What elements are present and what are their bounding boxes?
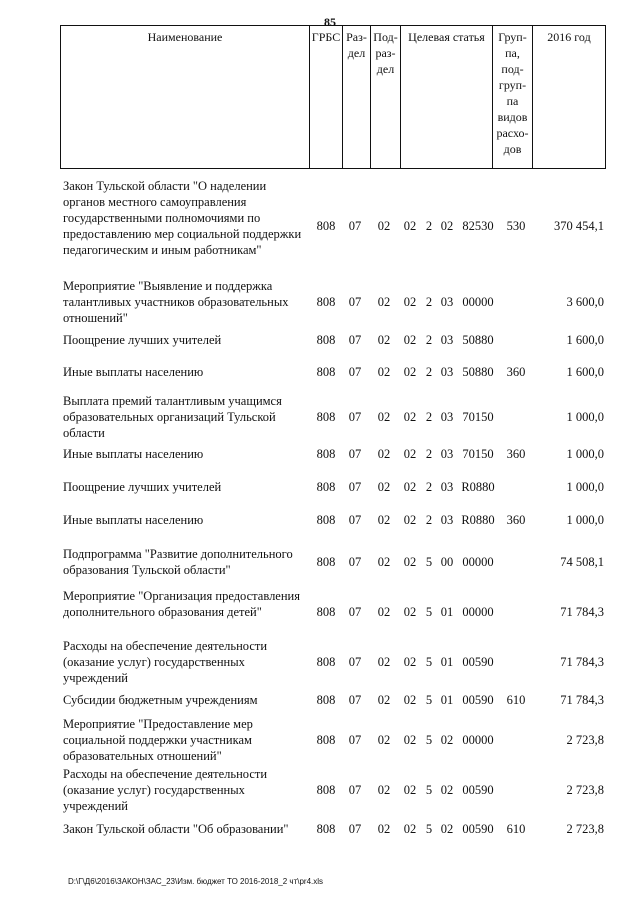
row-rz: 07 xyxy=(348,783,362,797)
row-t4: 00590 xyxy=(462,822,494,836)
row-grbs: 808 xyxy=(316,333,336,347)
row-pr: 02 xyxy=(377,219,391,233)
row-rz: 07 xyxy=(348,219,362,233)
row-name: Расходы на обеспечение деятельности (оказание услуг) государственных учреждений xyxy=(63,767,268,813)
row-t3: 02 xyxy=(440,822,454,836)
row-grbs: 808 xyxy=(316,295,336,309)
row-t4: R0880 xyxy=(461,513,495,527)
table-row xyxy=(60,479,620,495)
row-name: Субсидии бюджетным учреждениям xyxy=(63,693,258,707)
row-amount-2016: 71 784,3 xyxy=(560,605,604,619)
row-amount-2016: 2 723,8 xyxy=(566,733,604,747)
row-vr: 360 xyxy=(506,365,526,379)
table-row xyxy=(60,546,620,578)
row-t4: 00590 xyxy=(462,783,494,797)
row-t2: 2 xyxy=(425,513,433,527)
row-name: Выплата премий талантливым учащимся образовательных организаций Тульской области xyxy=(63,394,282,440)
row-t4: 00000 xyxy=(462,733,494,747)
row-amount-2016: 1 600,0 xyxy=(566,333,604,347)
row-rz: 07 xyxy=(348,513,362,527)
row-rz: 07 xyxy=(348,447,362,461)
row-grbs: 808 xyxy=(316,410,336,424)
row-name: Поощрение лучших учителей xyxy=(63,333,222,347)
header-year-2016: 2016 год xyxy=(532,26,605,168)
row-t3: 03 xyxy=(440,295,454,309)
row-pr: 02 xyxy=(377,693,391,707)
row-t3: 03 xyxy=(440,333,454,347)
row-rz: 07 xyxy=(348,733,362,747)
row-amount-2016: 2 723,8 xyxy=(566,822,604,836)
table-row xyxy=(60,766,620,814)
row-amount-2016: 2 723,8 xyxy=(566,783,604,797)
row-amount-2016: 1 000,0 xyxy=(566,447,604,461)
header-razdel: Раз- дел xyxy=(342,26,370,168)
row-name: Закон Тульской области "Об образовании" xyxy=(63,822,289,836)
table-row xyxy=(60,178,620,274)
row-t3: 01 xyxy=(440,605,454,619)
row-t3: 01 xyxy=(440,693,454,707)
row-name: Поощрение лучших учителей xyxy=(63,480,222,494)
row-t2: 2 xyxy=(425,219,433,233)
row-t1: 02 xyxy=(403,365,417,379)
row-t1: 02 xyxy=(403,480,417,494)
row-vr: 360 xyxy=(506,447,526,461)
table-row xyxy=(60,588,620,636)
row-grbs: 808 xyxy=(316,365,336,379)
row-pr: 02 xyxy=(377,447,391,461)
row-rz: 07 xyxy=(348,410,362,424)
row-vr: 610 xyxy=(506,822,526,836)
row-amount-2016: 370 454,1 xyxy=(554,219,604,233)
row-t1: 02 xyxy=(403,295,417,309)
row-name: Мероприятие "Организация предоставления дополнительного образования детей" xyxy=(63,589,300,619)
row-t4: 50880 xyxy=(462,365,494,379)
row-name: Подпрограмма "Развитие дополнительного образования Тульской области" xyxy=(63,547,293,577)
row-name: Иные выплаты населению xyxy=(63,513,204,527)
row-rz: 07 xyxy=(348,480,362,494)
row-pr: 02 xyxy=(377,822,391,836)
row-vr: 360 xyxy=(506,513,526,527)
row-pr: 02 xyxy=(377,783,391,797)
row-amount-2016: 74 508,1 xyxy=(560,555,604,569)
table-row xyxy=(60,821,620,837)
row-amount-2016: 3 600,0 xyxy=(566,295,604,309)
row-t2: 2 xyxy=(425,447,433,461)
header-target-article: Целевая статья xyxy=(400,26,492,168)
row-t3: 03 xyxy=(440,365,454,379)
row-grbs: 808 xyxy=(316,655,336,669)
row-t2: 2 xyxy=(425,333,433,347)
row-name: Иные выплаты населению xyxy=(63,365,204,379)
row-name: Мероприятие "Предоставление мер социальной поддержки участникам образовательных отношений" xyxy=(63,717,253,763)
row-t1: 02 xyxy=(403,655,417,669)
row-rz: 07 xyxy=(348,693,362,707)
table-row xyxy=(60,332,620,348)
row-t1: 02 xyxy=(403,219,417,233)
row-t2: 2 xyxy=(425,365,433,379)
row-amount-2016: 1 000,0 xyxy=(566,513,604,527)
table-header xyxy=(60,25,606,169)
row-t1: 02 xyxy=(403,333,417,347)
row-t2: 5 xyxy=(425,605,433,619)
row-t1: 02 xyxy=(403,605,417,619)
file-path-footer: D:\Г\Д6\2016\ЗАКОН\ЗАС_23\Изм. бюджет ТО 2016-2018_2 чт\pr4.xls xyxy=(68,877,324,886)
row-t3: 03 xyxy=(440,513,454,527)
row-t3: 01 xyxy=(440,655,454,669)
row-t1: 02 xyxy=(403,555,417,569)
row-t4: 82530 xyxy=(462,219,494,233)
row-grbs: 808 xyxy=(316,693,336,707)
row-t4: R0880 xyxy=(461,480,495,494)
row-pr: 02 xyxy=(377,365,391,379)
row-t3: 02 xyxy=(440,733,454,747)
row-grbs: 808 xyxy=(316,513,336,527)
row-t4: 50880 xyxy=(462,333,494,347)
row-t4: 00590 xyxy=(462,693,494,707)
row-t4: 70150 xyxy=(462,447,494,461)
table-row xyxy=(60,278,620,326)
row-rz: 07 xyxy=(348,555,362,569)
table-row xyxy=(60,446,620,462)
row-grbs: 808 xyxy=(316,555,336,569)
row-t2: 5 xyxy=(425,733,433,747)
row-grbs: 808 xyxy=(316,219,336,233)
table-row xyxy=(60,364,620,380)
row-t2: 2 xyxy=(425,410,433,424)
row-t3: 03 xyxy=(440,410,454,424)
row-t2: 5 xyxy=(425,822,433,836)
row-t1: 02 xyxy=(403,693,417,707)
row-t1: 02 xyxy=(403,733,417,747)
row-amount-2016: 71 784,3 xyxy=(560,693,604,707)
row-t3: 03 xyxy=(440,480,454,494)
table-row xyxy=(60,716,620,764)
row-t2: 5 xyxy=(425,655,433,669)
row-pr: 02 xyxy=(377,410,391,424)
row-rz: 07 xyxy=(348,655,362,669)
row-rz: 07 xyxy=(348,822,362,836)
row-t1: 02 xyxy=(403,447,417,461)
row-t2: 5 xyxy=(425,783,433,797)
row-rz: 07 xyxy=(348,295,362,309)
row-vr: 610 xyxy=(506,693,526,707)
row-t4: 00000 xyxy=(462,295,494,309)
page-number: 85 xyxy=(324,15,336,29)
row-grbs: 808 xyxy=(316,733,336,747)
row-grbs: 808 xyxy=(316,822,336,836)
row-amount-2016: 1 000,0 xyxy=(566,480,604,494)
header-name: Наименование xyxy=(147,30,223,44)
row-t2: 2 xyxy=(425,295,433,309)
row-amount-2016: 1 600,0 xyxy=(566,365,604,379)
table-row xyxy=(60,692,620,708)
row-vr: 530 xyxy=(506,219,526,233)
row-rz: 07 xyxy=(348,365,362,379)
header-grbs: ГРБС xyxy=(309,26,342,168)
row-t4: 70150 xyxy=(462,410,494,424)
row-name: Закон Тульской области "О наделении органов местного самоуправления государственными полномочиями по предоставлению мер социальной поддержки педагогическим и иным работникам" xyxy=(63,179,302,257)
row-pr: 02 xyxy=(377,295,391,309)
table-row xyxy=(60,638,620,686)
header-podrazdel: Под- раз- дел xyxy=(370,26,400,168)
row-pr: 02 xyxy=(377,655,391,669)
row-name: Мероприятие "Выявление и поддержка талантливых участников образовательных отношений" xyxy=(63,279,289,325)
row-t4: 00590 xyxy=(462,655,494,669)
row-t3: 02 xyxy=(440,783,454,797)
row-pr: 02 xyxy=(377,480,391,494)
row-pr: 02 xyxy=(377,733,391,747)
row-amount-2016: 1 000,0 xyxy=(566,410,604,424)
row-grbs: 808 xyxy=(316,480,336,494)
row-name: Иные выплаты населению xyxy=(63,447,204,461)
table-row xyxy=(60,512,620,528)
row-t3: 02 xyxy=(440,219,454,233)
row-pr: 02 xyxy=(377,333,391,347)
row-t1: 02 xyxy=(403,822,417,836)
row-t2: 2 xyxy=(425,480,433,494)
row-grbs: 808 xyxy=(316,605,336,619)
row-pr: 02 xyxy=(377,555,391,569)
row-t2: 5 xyxy=(425,555,433,569)
row-t3: 03 xyxy=(440,447,454,461)
row-t2: 5 xyxy=(425,693,433,707)
table-row xyxy=(60,393,620,441)
row-t3: 00 xyxy=(440,555,454,569)
row-pr: 02 xyxy=(377,605,391,619)
row-t1: 02 xyxy=(403,783,417,797)
row-rz: 07 xyxy=(348,605,362,619)
row-grbs: 808 xyxy=(316,447,336,461)
row-amount-2016: 71 784,3 xyxy=(560,655,604,669)
header-expense-group: Груп- па, под- груп- па видов расхо- дов xyxy=(492,26,532,168)
row-grbs: 808 xyxy=(316,783,336,797)
row-t4: 00000 xyxy=(462,605,494,619)
row-pr: 02 xyxy=(377,513,391,527)
row-t4: 00000 xyxy=(462,555,494,569)
row-name: Расходы на обеспечение деятельности (оказание услуг) государственных учреждений xyxy=(63,639,268,685)
row-t1: 02 xyxy=(403,513,417,527)
row-t1: 02 xyxy=(403,410,417,424)
row-rz: 07 xyxy=(348,333,362,347)
